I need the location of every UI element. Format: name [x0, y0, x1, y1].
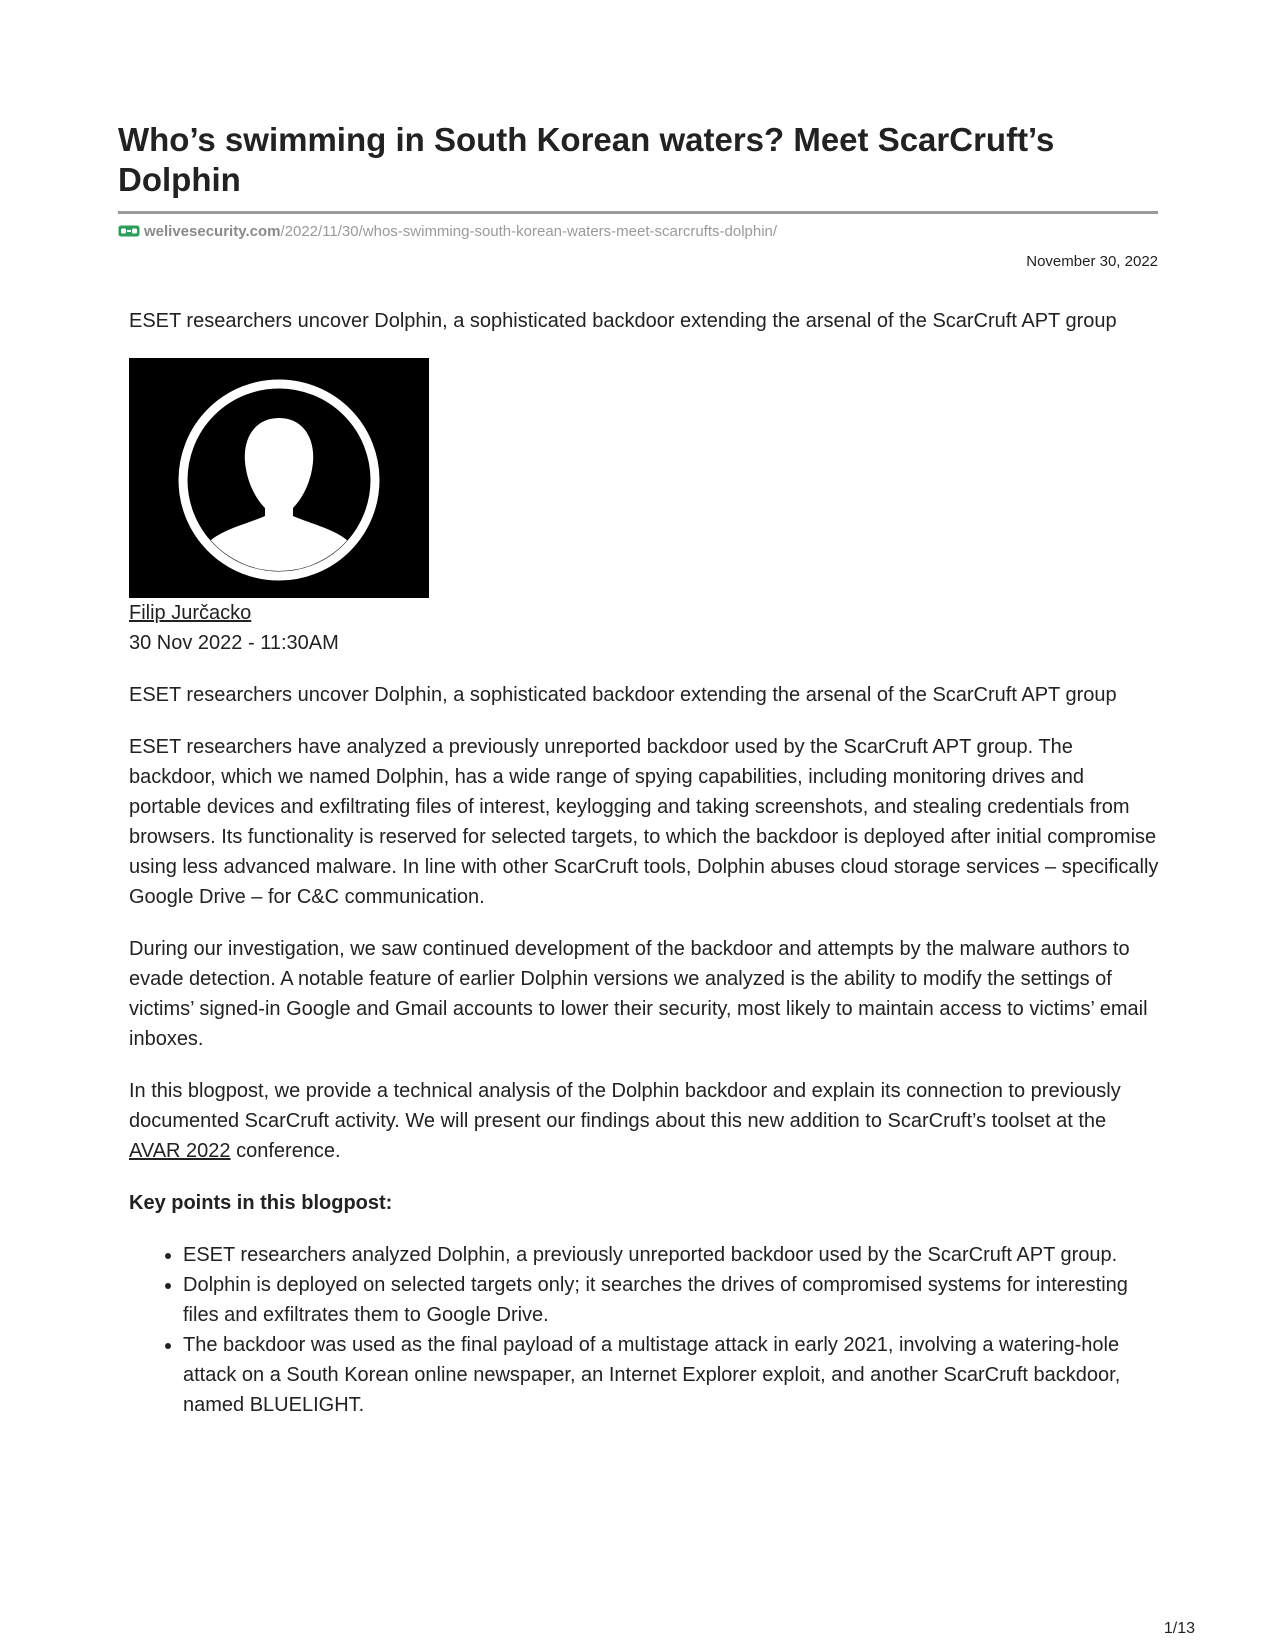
avar-2022-link[interactable]: AVAR 2022: [129, 1140, 231, 1162]
link-icon: [118, 225, 140, 237]
page-number: 1/13: [1163, 1620, 1195, 1637]
list-item: • ESET researchers analyzed Dolphin, a previously unreported backdoor used by the ScarCruft APT group.: [183, 1240, 1161, 1270]
paragraph-3-text-before: In this blogpost, we provide a technical analysis of the Dolphin backdoor and explain its connection to previously documented ScarCruft activity. We will present our findings about this new addition to ScarCruft’s toolset at the: [129, 1080, 1121, 1132]
byline: [129, 598, 1161, 658]
paragraph-3-text-after: conference.: [230, 1140, 341, 1162]
source-path[interactable]: /2022/11/30/whos-swimming-south-korean-waters-meet-scarcrufts-dolphin/: [280, 222, 778, 240]
post-timestamp: 30 Nov 2022 - 11:30AM: [129, 632, 339, 654]
publish-date: November 30, 2022: [1026, 253, 1158, 270]
body-paragraph-2: During our investigation, we saw continued development of the backdoor and attempts by the malware authors to evade detection. A notable feature of earlier Dolphin versions we analyzed is the ability to modify the settings of victims’ signed-in Google and Gmail accounts to lower their security, most likely to maintain access to victims’ email inboxes.: [129, 938, 1148, 1050]
source-url[interactable]: [118, 221, 777, 241]
list-item: • The backdoor was used as the final payload of a multistage attack in early 2021, involving a watering-hole attack on a South Korean online newspaper, an Internet Explorer exploit, and another ScarCruft backdoor, named BLUELIGHT.: [183, 1330, 1161, 1420]
author-link[interactable]: Filip Jurčacko: [129, 602, 252, 624]
source-domain[interactable]: welivesecurity.com: [144, 222, 281, 240]
user-silhouette-icon: [129, 358, 429, 598]
list-item: • Dolphin is deployed on selected targets only; it searches the drives of compromised systems for interesting files and exfiltrates them to Google Drive.: [183, 1270, 1161, 1330]
article-body: [129, 306, 1161, 1420]
lead-paragraph: ESET researchers uncover Dolphin, a sophisticated backdoor extending the arsenal of the ScarCruft APT group: [129, 310, 1117, 332]
key-points-list: [129, 1240, 1161, 1420]
summary-paragraph: ESET researchers uncover Dolphin, a sophisticated backdoor extending the arsenal of the ScarCruft APT group: [129, 684, 1117, 706]
title-divider: [118, 211, 1158, 214]
article-title: Who’s swimming in South Korean waters? Meet ScarCruft’s Dolphin: [118, 121, 1055, 198]
key-points-heading: Key points in this blogpost:: [129, 1192, 393, 1214]
body-paragraph-3: [129, 1076, 1161, 1166]
body-paragraph-1: ESET researchers have analyzed a previously unreported backdoor used by the ScarCruft APT group. The backdoor, which we named Dolphin, has a wide range of spying capabilities, including monitoring drives and portable devices and exfiltrating files of interest, keylogging and taking screenshots, and stealing credentials from browsers. Its functionality is reserved for selected targets, to which the backdoor is deployed after initial compromise using less advanced malware. In line with other ScarCruft tools, Dolphin abuses cloud storage services – specifically Google Drive – for C&C communication.: [129, 736, 1159, 908]
